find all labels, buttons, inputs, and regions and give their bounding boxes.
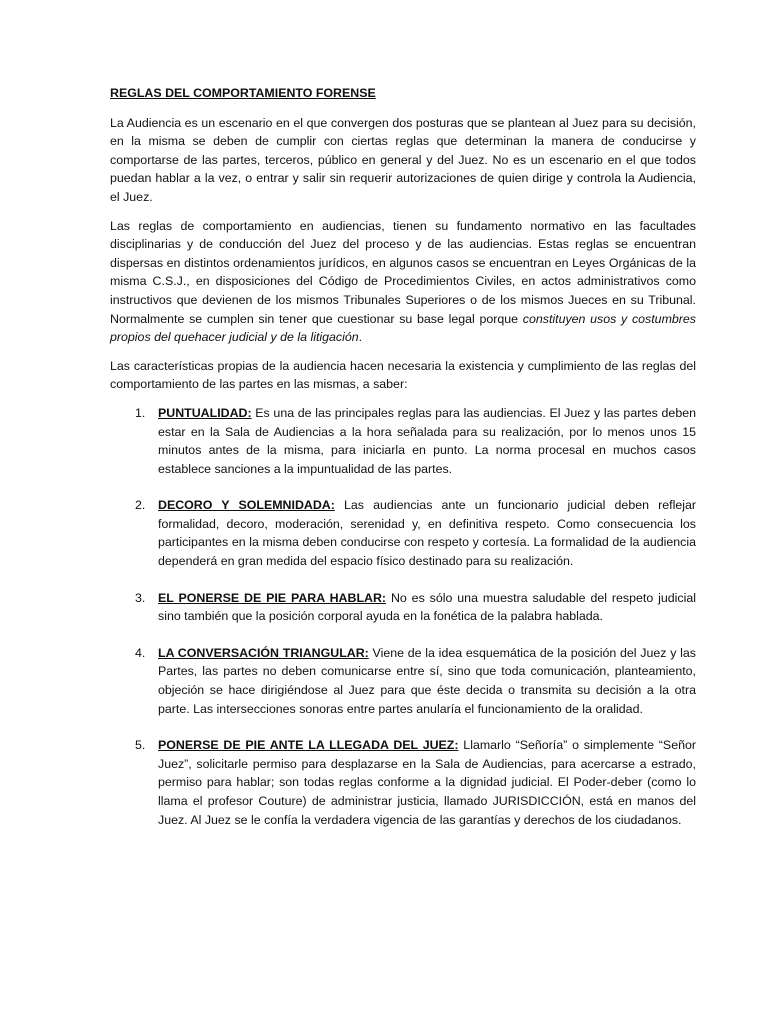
rule-number: 4. [135, 645, 146, 660]
intro-paragraph: La Audiencia es un escenario en el que convergen dos posturas que se plantean al Juez para su decisión, en la misma se deben de cumplir con ciertas reglas que determinan la manera de conducirse y comportarse de las partes, terceros, público en general y del Juez. No es un escenario en el que todos puedan hablar a la vez, o entrar y salir sin requerir autorizaciones de quien dirige y controla la Audiencia, el Juez. [110, 115, 696, 204]
rule-item-4 [110, 644, 696, 718]
rule-heading: PUNTUALIDAD: [158, 405, 252, 420]
rule-heading: EL PONERSE DE PIE PARA HABLAR: [158, 590, 387, 605]
rule-text: Viene de la idea esquemática de la posición del Juez y las Partes, las partes no deben comunicarse entre sí, sino que toda comunicación, planteamiento, objeción se hace dirigiéndose al Juez para que éste decida o transmita su decisión a la otra parte. Las intersecciones sonoras entre partes anularía el funcionamiento de la oralidad. [158, 645, 696, 716]
rule-item-5 [110, 736, 696, 829]
document-title: REGLAS DEL COMPORTAMIENTO FORENSE [110, 86, 376, 100]
rule-item-1 [110, 404, 696, 478]
rule-text: No es sólo una muestra saludable del respeto judicial sino también que la posición corporal ayuda en la fonética de la palabra hablada. [158, 590, 696, 624]
normative-paragraph [110, 217, 696, 347]
normative-paragraph-text: Las reglas de comportamiento en audiencias, tienen su fundamento normativo en las facultades disciplinarias y de conducción del Juez del proceso y de las audiencias. Estas reglas se encuentran dispersas en distintos ordenamientos jurídicos, en algunos casos se encuentran en Leyes Orgánicas de la misma C.S.J., en disposiciones del Código de Procedimientos Civiles, en actos administrativos como instructivos que devienen de los mismos Tribunales Superiores o de los mismos Jueces en su Tribunal. Normalmente se cumplen sin tener que cuestionar su base legal porque [110, 218, 696, 326]
characteristics-paragraph: Las características propias de la audiencia hacen necesaria la existencia y cumplimiento de las reglas del comportamiento de las partes en las mismas, a saber: [110, 358, 696, 392]
rule-heading: DECORO Y SOLEMNIDADA: [158, 498, 335, 513]
rule-text: Llamarlo “Señoría” o simplemente “Señor Juez”, solicitarle permiso para desplazarse en la Sala de Audiencias, para acercarse a estrado, permiso para hablar; son todas reglas conforme a la dignidad judicial. El Poder-deber (como lo llama el profesor Couture) de administrar justicia, llamado JURISDICCIÓN, está en manos del Juez. Al Juez se le confía la verdadera vigencia de las garantías y derechos de los ciudadanos. [158, 738, 696, 827]
rule-number: 2. [135, 498, 146, 513]
document-page [110, 84, 696, 847]
rules-list [110, 404, 696, 829]
rule-text: Las audiencias ante un funcionario judicial deben reflejar formalidad, decoro, moderación, serenidad y, en definitiva respeto. Como consecuencia los participantes en la misma deben conducirse con respeto y cortesía. La formalidad de la audiencia dependerá en gran medida del espacio físico destinado para su realización. [158, 498, 697, 569]
rule-number: 5. [135, 738, 146, 753]
rule-number: 3. [135, 590, 146, 605]
rule-heading: PONERSE DE PIE ANTE LA LLEGADA DEL JUEZ: [158, 738, 459, 753]
normative-paragraph-end: . [358, 330, 363, 345]
rule-item-2 [110, 496, 696, 570]
rule-text: Es una de las principales reglas para las audiencias. El Juez y las partes deben estar en la Sala de Audiencias a la hora señalada para su realización, por lo menos unos 15 minutos antes de la misma, para iniciarla en punto. La norma procesal en muchos casos establece sanciones a la impuntualidad de las partes. [158, 405, 696, 476]
normative-paragraph-italic: constituyen usos y costumbres propios del quehacer judicial y de la litigación [110, 311, 696, 345]
rule-number: 1. [135, 405, 146, 420]
rule-item-3 [110, 589, 696, 626]
rule-heading: LA CONVERSACIÓN TRIANGULAR: [158, 645, 369, 660]
